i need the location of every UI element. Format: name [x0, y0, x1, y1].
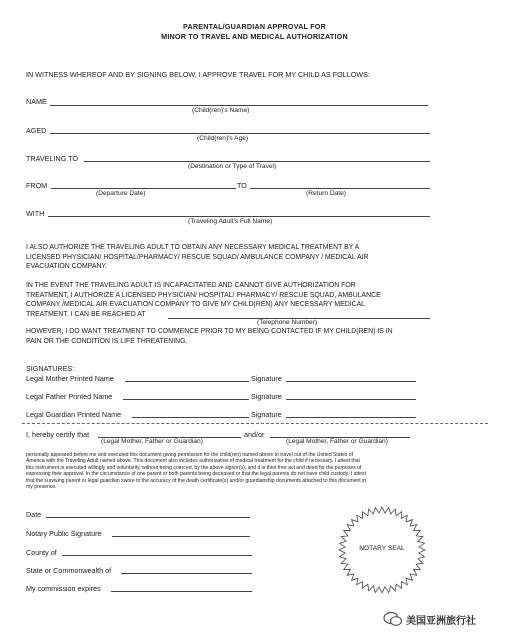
- mother-name-label: Legal Mother Printed Name: [26, 374, 114, 383]
- return-field-line[interactable]: [250, 188, 430, 189]
- notary-text-5: that the surviving parent or legal guardian swore to the accuracy of the death certificate(s) and/or guardianship documents attached to this document in: [26, 477, 367, 484]
- however-line-1: HOWEVER, I DO WANT TREATMENT TO COMMENCE PRIOR TO MY BEING CONTACTED IF MY CHILD(REN) IS IN: [26, 328, 393, 335]
- state-label: State or Commonwealth of: [26, 566, 112, 575]
- chat-bubble-icon: [383, 610, 403, 628]
- however-line-2: PAIN OR THE CONDITION IS LIFE THREATENING.: [26, 337, 188, 345]
- andor-label: and/or: [244, 430, 265, 439]
- father-signature-label: Signature: [251, 392, 282, 401]
- incapacitated-line-4: TREATMENT. I CAN BE REACHED AT: [26, 310, 146, 318]
- father-name-line[interactable]: [123, 399, 249, 400]
- watermark-text: 美国亚洲旅行社: [406, 616, 476, 627]
- notary-text-2: America with the Traveling Adult named above. This document also includes authorization of medical treatment for the child if necessary. I attest that: [26, 458, 360, 465]
- aged-label: AGED: [26, 126, 47, 135]
- authorize-line-1: I ALSO AUTHORIZE THE TRAVELING ADULT TO OBTAIN ANY NECESSARY MEDICAL TREATMENT BY A: [26, 244, 360, 251]
- notary-date-label: Date: [26, 510, 42, 519]
- notary-date-line[interactable]: [46, 517, 250, 518]
- departure-field-line[interactable]: [51, 188, 236, 189]
- destination-caption: (Destination or Type of Travel): [188, 163, 277, 170]
- adult-caption: (Traveling Adult's Full Name): [188, 218, 273, 225]
- form-title-line1: PARENTAL/GUARDIAN APPROVAL FOR: [183, 22, 326, 31]
- telephone-caption: (Telephone Number): [257, 319, 318, 326]
- commission-line[interactable]: [111, 591, 252, 592]
- aged-caption: (Child(ren)'s Age): [197, 135, 249, 142]
- certify-caption-1: (Legal Mother, Father or Guardian): [101, 438, 203, 445]
- guardian-signature-label: Signature: [251, 410, 282, 419]
- notary-signature-line[interactable]: [112, 536, 250, 537]
- section-divider: [22, 423, 488, 424]
- notary-signature-label: Notary Public Signature: [26, 529, 102, 538]
- father-name-label: Legal Father Printed Name: [26, 392, 113, 401]
- guardian-signature-line[interactable]: [286, 417, 416, 418]
- signatures-heading: SIGNATURES:: [26, 364, 75, 373]
- notary-text-3: this instrument is executed willingly and voluntarily, without being coerced, by the above signor(s), and it is their free act and deed for the purposes of: [26, 464, 362, 471]
- departure-caption: (Departure Date): [96, 190, 146, 197]
- name-caption: (Child(ren)'s Name): [192, 107, 250, 114]
- notary-text-1: personally appeared before me and executed this document giving permission for the child(ren) named above to travel out of the United States of: [26, 452, 354, 458]
- mother-signature-line[interactable]: [286, 381, 416, 382]
- aged-field-line[interactable]: [50, 133, 430, 134]
- traveling-to-label: TRAVELING TO: [26, 154, 78, 163]
- authorize-line-2: LICENSED PHYSICIAN/ HOSPITAL/PHARMACY/ RESCUE SQUAD/ AMBULANCE COMPANY / MEDICAL AIR: [26, 253, 369, 261]
- form-title-line2: MINOR TO TRAVEL AND MEDICAL AUTHORIZATION: [161, 32, 348, 41]
- state-line[interactable]: [121, 573, 252, 574]
- certify-label: I, hereby certify that: [26, 430, 90, 439]
- authorize-line-3: EVACUATION COMPANY.: [26, 263, 108, 271]
- certify-caption-2: (Legal Mother, Father or Guardian): [286, 438, 388, 445]
- county-label: County of: [26, 548, 57, 557]
- incapacitated-line-1: IN THE EVENT THE TRAVELING ADULT IS INCAPACITATED AND CANNOT GIVE AUTHORIZATION FOR: [26, 282, 356, 289]
- notary-text-4: expressing their approval. In the circumstance of one parent or both parents being deceased or that the legal parents do not have child custody, I attest: [26, 471, 366, 478]
- return-caption: (Return Date): [306, 190, 346, 197]
- name-label: NAME: [26, 97, 47, 106]
- intro-statement: IN WITNESS WHEREOF AND BY SIGNING BELOW, I APPROVE TRAVEL FOR MY CHILD AS FOLLOWS:: [26, 70, 370, 79]
- adult-field-line[interactable]: [48, 216, 430, 217]
- guardian-name-label: Legal Guardian Printed Name: [26, 410, 122, 419]
- from-label: FROM: [26, 181, 48, 190]
- destination-field-line[interactable]: [84, 161, 430, 162]
- name-field-line[interactable]: [50, 105, 428, 106]
- incapacitated-line-3: COMPANY /MEDICAL AIR EVACUATION COMPANY TO GIVE MY CHILD(REN) ANY NECESSARY MEDICAL: [26, 301, 365, 309]
- commission-label: My commission expires: [26, 584, 101, 593]
- with-label: WITH: [26, 209, 45, 218]
- notary-seal-label: NOTARY SEAL: [359, 545, 405, 552]
- to-label: TO: [237, 181, 247, 190]
- mother-signature-label: Signature: [251, 374, 282, 383]
- incapacitated-line-2: TREATMENT, I AUTHORIZE A LICENSED PHYSICIAN/ HOSPITAL/ PHARMACY/ RESCUE SQUAD, AMBULANCE: [26, 291, 381, 299]
- mother-name-line[interactable]: [125, 381, 249, 382]
- county-line[interactable]: [62, 555, 252, 556]
- notary-text-6: my presence.: [26, 484, 57, 490]
- guardian-name-line[interactable]: [132, 417, 249, 418]
- father-signature-line[interactable]: [286, 399, 416, 400]
